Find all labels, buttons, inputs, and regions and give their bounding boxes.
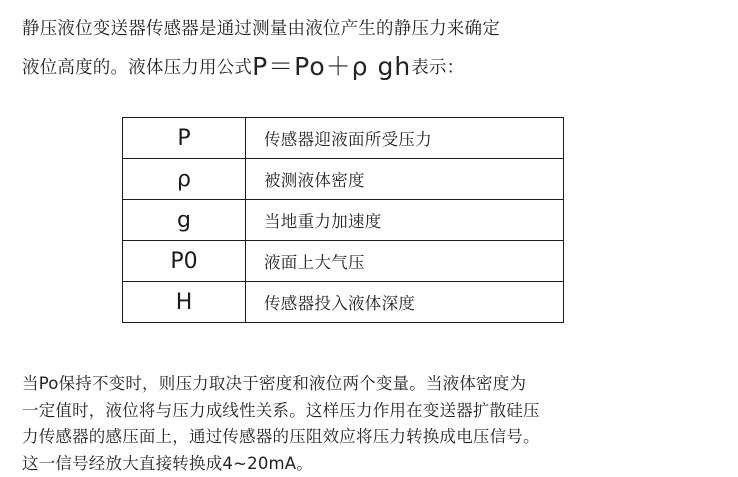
closing-paragraph: [22, 371, 722, 477]
symbol-cell: P: [123, 118, 246, 159]
description-cell: 被测液体密度: [246, 159, 564, 200]
table-row: [123, 200, 564, 241]
symbol-cell: g: [123, 200, 246, 241]
table-row: [123, 241, 564, 282]
table-row: [123, 282, 564, 323]
description-cell: 传感器迎液面所受压力: [246, 118, 564, 159]
intro-line-2-text: 液位高度的。液体压力用公式: [22, 58, 252, 78]
closing-line-4: 这一信号经放大直接转换成4~20mA。: [22, 451, 722, 477]
closing-line-1: 当Po保持不变时，则压力取决于密度和液位两个变量。当液体密度为: [22, 371, 722, 398]
pressure-formula: P＝Po＋ρ gh: [252, 52, 411, 81]
intro-line-2-suffix: 表示：: [411, 58, 464, 78]
closing-line-3: 力传感器的感压面上，通过传感器的压阻效应将压力转换成电压信号。: [22, 424, 722, 451]
table-row: [123, 159, 564, 200]
table-row: [123, 118, 564, 159]
symbol-definition-table: [122, 117, 564, 323]
symbol-cell: ρ: [123, 159, 246, 200]
intro-line-2: [22, 48, 722, 87]
symbol-cell: H: [123, 282, 246, 323]
description-cell: 当地重力加速度: [246, 200, 564, 241]
intro-paragraph: [22, 10, 722, 87]
intro-line-1: 静压液位变送器传感器是通过测量由液位产生的静压力来确定: [22, 10, 722, 48]
description-cell: 传感器投入液体深度: [246, 282, 564, 323]
description-cell: 液面上大气压: [246, 241, 564, 282]
symbol-cell: P0: [123, 241, 246, 282]
closing-line-2: 一定值时，液位将与压力成线性关系。这样压力作用在变送器扩散硅压: [22, 398, 722, 425]
